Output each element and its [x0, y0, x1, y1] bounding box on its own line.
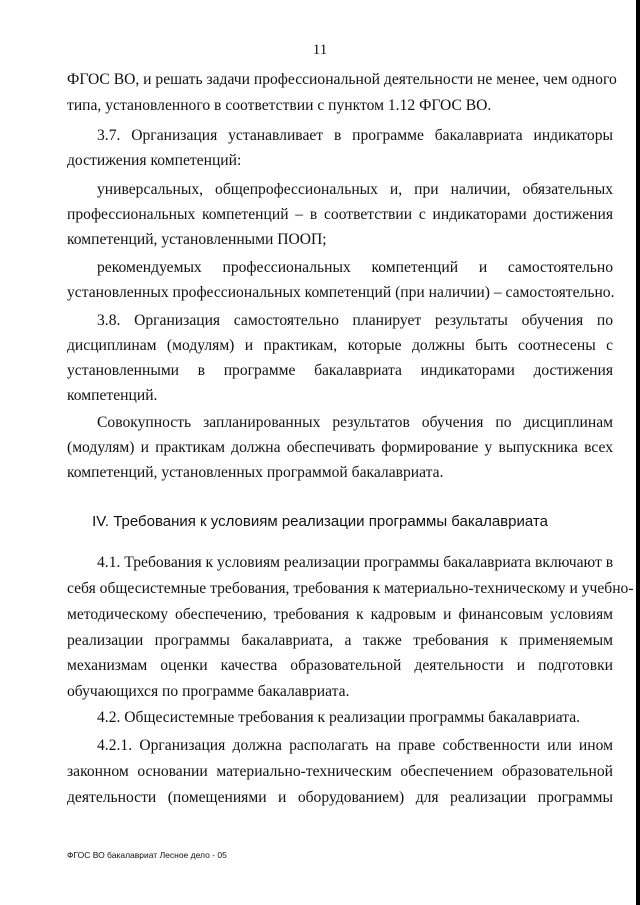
section-heading: IV. Требования к условиям реализации программы бакалавриата [92, 513, 548, 530]
text-line: законном основании материально-техническим обеспечением образовательной [67, 763, 613, 780]
text-line: себя общесистемные требования, требования к материально-техническому и учебно- [67, 580, 634, 597]
text-line: 4.2. Общесистемные требования к реализации программы бакалавриата. [97, 709, 581, 726]
text-line: компетенций, установленными ПООП; [67, 231, 327, 248]
text-line: 3.8. Организация самостоятельно планирует результаты обучения по [97, 312, 613, 329]
page-footer: ФГОС ВО бакалавриат Лесное дело - 05 [67, 850, 227, 860]
text-line: механизмам оценки качества образовательной деятельности и подготовки [67, 657, 613, 674]
text-line: профессиональных компетенций – в соответствии с индикаторами достижения [67, 206, 613, 223]
text-line: 4.2.1. Организация должна располагать на праве собственности или ином [97, 737, 613, 754]
text-line: 3.7. Организация устанавливает в программе бакалавриата индикаторы [97, 127, 613, 144]
text-line: установленными в программе бакалавриата индикаторами достижения [67, 362, 613, 379]
text-line: (модулям) и практикам должна обеспечивать формирование у выпускника всех [67, 439, 613, 456]
text-line: реализации программы бакалавриата, а также требования к применяемым [67, 632, 613, 649]
text-line: достижения компетенций: [67, 152, 242, 169]
text-line: установленных профессиональных компетенций (при наличии) – самостоятельно. [67, 284, 615, 301]
text-line: Совокупность запланированных результатов обучения по дисциплинам [97, 414, 613, 431]
text-line: 4.1. Требования к условиям реализации программы бакалавриата включают в [97, 554, 614, 571]
text-line: деятельности (помещениями и оборудованием) для реализации программы [67, 789, 613, 806]
text-line: компетенций. [67, 387, 158, 404]
text-line: универсальных, общепрофессиональных и, при наличии, обязательных [97, 181, 613, 198]
text-line: дисциплинам (модулям) и практикам, которые должны быть соотнесены с [67, 337, 613, 354]
text-line: обучающихся по программе бакалавриата. [67, 683, 350, 700]
text-line: компетенций, установленных программой бакалавриата. [67, 464, 444, 481]
text-line: методическому обеспечению, требования к кадровым и финансовым условиям [67, 606, 613, 623]
text-line: ФГОС ВО, и решать задачи профессиональной деятельности не менее, чем одного [67, 71, 617, 88]
scan-edge-divider [636, 0, 640, 905]
page-number: 11 [312, 42, 328, 58]
text-line: типа, установленного в соответствии с пунктом 1.12 ФГОС ВО. [67, 97, 492, 114]
text-line: рекомендуемых профессиональных компетенций и самостоятельно [97, 259, 613, 276]
